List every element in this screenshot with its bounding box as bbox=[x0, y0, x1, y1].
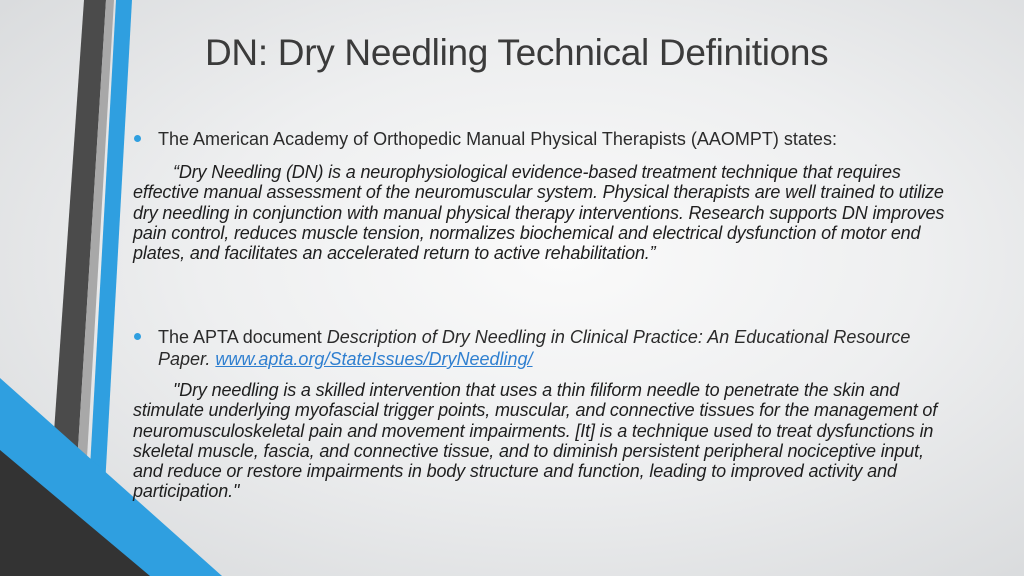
bullet-dot bbox=[134, 135, 141, 142]
bullet-dot bbox=[134, 333, 141, 340]
quote-aaompt: “Dry Needling (DN) is a neurophysiological evidence-based treatment technique that requires effective manual assessment of the neuromuscular system. Physical therapists are well trained to utilize dry needling in conjunction with manual physical therapy interventions. Research supports DN improves pain control, reduces muscle tension, normalizes biochemical and electrical dysfunction of motor end plates, and facilitates an accelerated return to active rehabilitation.” bbox=[133, 162, 945, 264]
apta-document-title: Description of Dry Needling in Clinical Practice: An Educational Resource Paper. bbox=[158, 327, 911, 369]
bullet-aaompt: The American Academy of Orthopedic Manual Physical Therapists (AAOMPT) states: bbox=[158, 129, 837, 149]
bullet-apta bbox=[158, 326, 938, 370]
quote-apta: "Dry needling is a skilled intervention that uses a thin filiform needle to penetrate the skin and stimulate underlying myofascial trigger points, muscular, and connective tissues for the management of neuromusculoskeletal pain and movement impairments. [It] is a technique used to treat dysfunctions in skeletal muscle, fascia, and connective tissue, and to diminish persistent peripheral nociceptive input, and reduce or restore impairments in body structure and function, leading to improved activity and participation." bbox=[133, 380, 938, 502]
bullet-apta-prefix: The APTA document bbox=[158, 327, 327, 347]
apta-link[interactable]: www.apta.org/StateIssues/DryNeedling/ bbox=[215, 349, 533, 369]
slide-title: DN: Dry Needling Technical Definitions bbox=[205, 32, 829, 73]
